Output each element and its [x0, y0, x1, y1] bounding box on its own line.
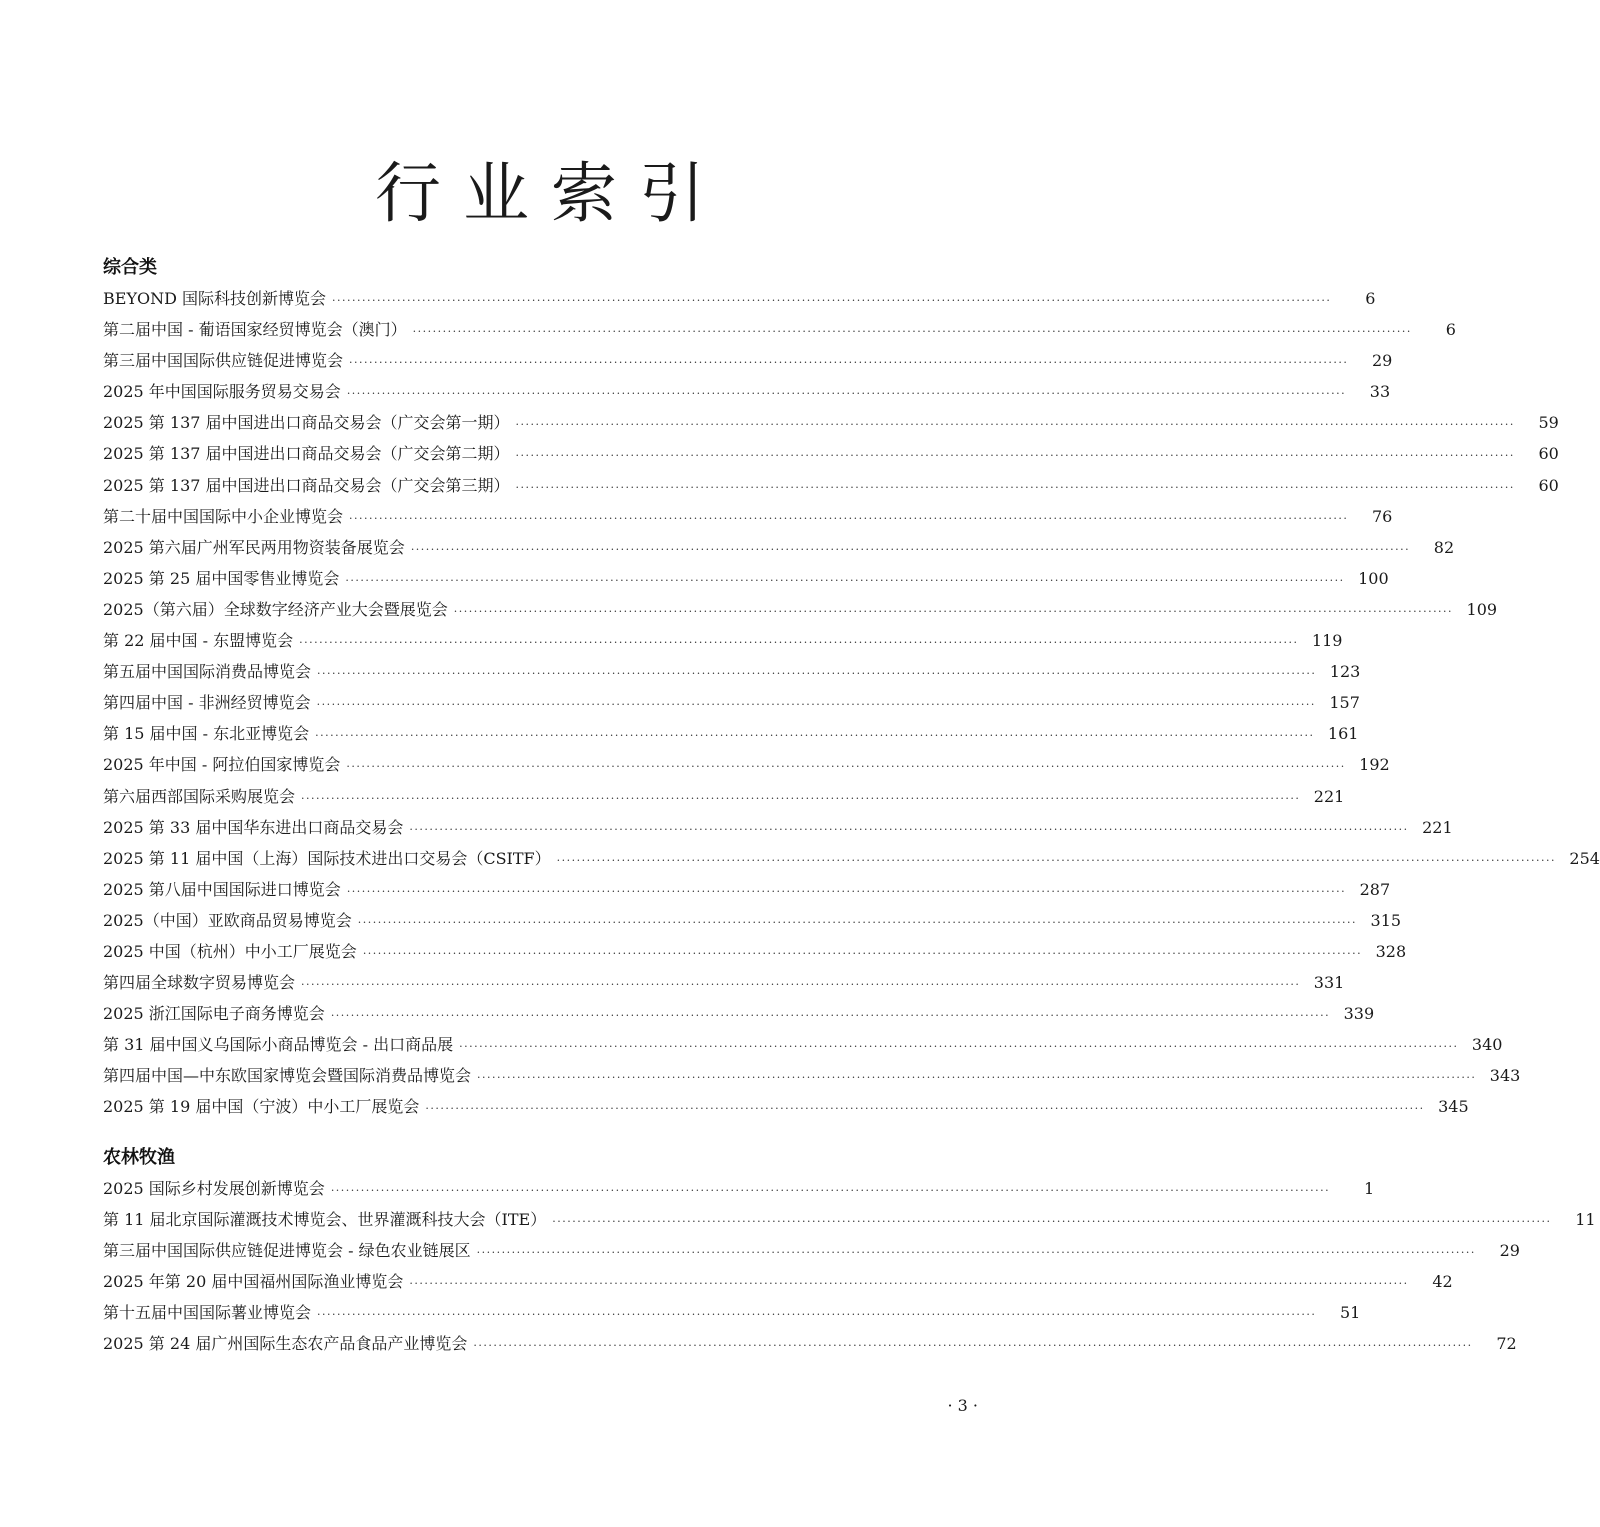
- entry-title: 2025 第 137 届中国进出口商品交易会（广交会第一期）: [103, 413, 510, 433]
- entry-page-number: 221: [1313, 786, 1345, 806]
- entry-page-number: 119: [1311, 631, 1343, 651]
- dot-leader: ········································································································································································································: [330, 1009, 1331, 1023]
- dot-leader: ········································································································································································································: [425, 1102, 1425, 1116]
- entry-title: 第 15 届中国 - 东北亚博览会: [103, 724, 310, 744]
- dot-leader: ········································································································································································································: [299, 636, 1299, 650]
- index-entry: [103, 843, 1600, 874]
- entry-page-number: 161: [1327, 724, 1359, 744]
- index-entry: [103, 1328, 1517, 1359]
- dot-leader: ········································································································································································································: [515, 418, 1515, 432]
- dot-leader: ········································································································································································································: [552, 1215, 1552, 1229]
- entry-page-number: 340: [1471, 1035, 1503, 1055]
- dot-leader: ········································································································································································································: [346, 387, 1347, 401]
- dot-leader: ········································································································································································································: [477, 1071, 1477, 1085]
- entry-page-number: 343: [1489, 1066, 1521, 1086]
- index-entry: [103, 438, 1559, 469]
- index-entry: [103, 874, 1391, 905]
- page-title: 行业索引: [375, 155, 727, 233]
- entry-page-number: 29: [1499, 1241, 1520, 1261]
- entry-title: 第 11 届北京国际灌溉技术博览会、世界灌溉科技大会（ITE）: [103, 1210, 547, 1230]
- dot-leader: ········································································································································································································: [301, 978, 1301, 992]
- entry-title: 第十五届中国国际薯业博览会: [103, 1303, 312, 1323]
- index-entry: [103, 376, 1391, 407]
- entry-page-number: 11: [1575, 1210, 1596, 1230]
- index-entry: [103, 594, 1498, 625]
- index-entry: [103, 625, 1343, 656]
- index-entry: [103, 407, 1559, 438]
- index-entry: [103, 563, 1389, 594]
- entry-title: 2025 第 24 届广州国际生态农产品食品产业博览会: [103, 1334, 468, 1354]
- dot-leader: ········································································································································································································: [332, 294, 1332, 307]
- index-entry: [103, 905, 1402, 936]
- entry-page-number: 331: [1313, 973, 1345, 993]
- entry-title: 2025 年第 20 届中国福州国际渔业博览会: [103, 1272, 404, 1292]
- index-entry: [103, 967, 1345, 998]
- dot-leader: ········································································································································································································: [349, 356, 1349, 370]
- entry-page-number: 29: [1371, 351, 1393, 371]
- entry-title: 2025 第 137 届中国进出口商品交易会（广交会第二期）: [103, 444, 510, 464]
- entry-page-number: 109: [1466, 599, 1498, 619]
- entry-page-number: 33: [1369, 382, 1391, 402]
- dot-leader: ········································································································································································································: [316, 698, 1316, 712]
- entry-page-number: 315: [1370, 910, 1402, 930]
- dot-leader: ········································································································································································································: [409, 1277, 1409, 1291]
- entry-page-number: 123: [1329, 662, 1361, 682]
- index-entry: [103, 470, 1559, 501]
- entry-title: 2025 中国（杭州）中小工厂展览会: [103, 941, 357, 961]
- entry-title: 第四届中国—中东欧国家博览会暨国际消费品博览会: [103, 1066, 472, 1086]
- dot-leader: ········································································································································································································: [476, 1246, 1476, 1260]
- dot-leader: ········································································································································································································: [515, 480, 1515, 494]
- dot-leader: ········································································································································································································: [556, 853, 1556, 867]
- index-entry: [103, 1297, 1361, 1328]
- entry-title: 第六届西部国际采购展览会: [103, 786, 296, 806]
- index-entry: [103, 1060, 1521, 1091]
- entry-page-number: 59: [1538, 413, 1559, 433]
- dot-leader: ········································································································································································································: [473, 1339, 1473, 1353]
- index-entry: [103, 718, 1359, 749]
- index-entry: [103, 1204, 1596, 1235]
- entry-title: 2025 年中国国际服务贸易交易会: [103, 382, 341, 402]
- dot-leader: ········································································································································································································: [357, 915, 1358, 929]
- page-number: · 3 ·: [947, 1396, 978, 1415]
- entry-page-number: 339: [1343, 1004, 1375, 1024]
- entry-title: 第 22 届中国 - 东盟博览会: [103, 631, 294, 651]
- entry-title: 第三届中国国际供应链促进博览会: [103, 351, 344, 371]
- entry-title: 2025 第六届广州军民两用物资装备展览会: [103, 537, 405, 557]
- entry-page-number: 51: [1339, 1303, 1361, 1323]
- entry-title: 2025 第 11 届中国（上海）国际技术进出口交易会（CSITF）: [103, 848, 551, 868]
- entry-list: [103, 1173, 1596, 1360]
- entry-title: 第二十届中国国际中小企业博览会: [103, 506, 344, 526]
- section-agriculture: [103, 1143, 1596, 1360]
- section-heading: 农林牧渔: [103, 1147, 175, 1168]
- dot-leader: ········································································································································································································: [345, 573, 1345, 587]
- index-entry: [103, 1173, 1375, 1204]
- entry-title: 2025 国际乡村发展创新博览会: [103, 1179, 325, 1198]
- entry-page-number: 82: [1433, 537, 1455, 557]
- index-entry: [103, 998, 1375, 1029]
- index-entry: [103, 749, 1390, 780]
- entry-title: 第四届中国 - 非洲经贸博览会: [103, 693, 311, 713]
- dot-leader: ········································································································································································································: [317, 1308, 1317, 1322]
- dot-leader: ········································································································································································································: [453, 604, 1454, 618]
- dot-leader: ········································································································································································································: [346, 760, 1346, 774]
- entry-title: 2025 第 33 届中国华东进出口商品交易会: [103, 817, 404, 837]
- entry-page-number: 6: [1445, 320, 1456, 340]
- entry-title: 2025（第六届）全球数字经济产业大会暨展览会: [103, 599, 448, 619]
- entry-page-number: 100: [1358, 568, 1389, 588]
- entry-title: 第五届中国国际消费品博览会: [103, 662, 312, 682]
- dot-leader: ········································································································································································································: [301, 791, 1301, 805]
- index-entry: [103, 1029, 1503, 1060]
- index-entry: [103, 781, 1345, 812]
- entry-title: 2025 第 137 届中国进出口商品交易会（广交会第三期）: [103, 475, 510, 495]
- entry-page-number: 42: [1432, 1272, 1453, 1292]
- index-entry: [103, 1266, 1453, 1297]
- index-entry: [103, 812, 1453, 843]
- entry-page-number: 60: [1538, 444, 1559, 464]
- index-entry: [103, 1091, 1469, 1122]
- index-entry: [103, 501, 1393, 532]
- entry-title: 2025 第八届中国国际进口博览会: [103, 879, 341, 899]
- dot-leader: ········································································································································································································: [412, 325, 1412, 339]
- dot-leader: ········································································································································································································: [346, 884, 1347, 898]
- index-entry: [103, 345, 1393, 376]
- entry-page-number: 60: [1538, 475, 1559, 495]
- section-comprehensive: [103, 253, 1600, 1123]
- entry-title: 第三届中国国际供应链促进博览会 - 绿色农业链展区: [103, 1241, 471, 1261]
- dot-leader: ········································································································································································································: [330, 1184, 1331, 1197]
- dot-leader: ········································································································································································································: [410, 542, 1411, 556]
- entry-page-number: 287: [1359, 879, 1391, 899]
- index-entry: [103, 283, 1376, 314]
- entry-page-number: 76: [1371, 506, 1393, 526]
- index-entry: [103, 1235, 1520, 1266]
- entry-title: 2025 第 19 届中国（宁波）中小工厂展览会: [103, 1097, 420, 1117]
- entry-page-number: 221: [1422, 817, 1453, 837]
- dot-leader: ········································································································································································································: [315, 729, 1315, 743]
- dot-leader: ········································································································································································································: [362, 946, 1363, 960]
- index-entry: [103, 532, 1455, 563]
- index-entry: [103, 936, 1407, 967]
- entry-title: 2025 年中国 - 阿拉伯国家博览会: [103, 755, 341, 775]
- entry-page-number: 6: [1365, 289, 1376, 308]
- entry-title: 2025 浙江国际电子商务博览会: [103, 1004, 325, 1024]
- entry-title: 第四届全球数字贸易博览会: [103, 973, 296, 993]
- entry-list: [103, 283, 1600, 1123]
- entry-page-number: 1: [1363, 1179, 1375, 1198]
- section-heading: 综合类: [103, 257, 157, 278]
- dot-leader: ········································································································································································································: [515, 449, 1515, 463]
- entry-page-number: 192: [1359, 755, 1390, 775]
- entry-title: 第二届中国 - 葡语国家经贸博览会（澳门）: [103, 320, 407, 340]
- dot-leader: ········································································································································································································: [459, 1040, 1459, 1054]
- index-entry: [103, 656, 1361, 687]
- dot-leader: ········································································································································································································: [409, 822, 1409, 836]
- entry-title: 第 31 届中国义乌国际小商品博览会 - 出口商品展: [103, 1035, 454, 1055]
- entry-title: 2025 第 25 届中国零售业博览会: [103, 568, 340, 588]
- entry-page-number: 328: [1375, 941, 1407, 961]
- entry-title: 2025（中国）亚欧商品贸易博览会: [103, 910, 352, 930]
- dot-leader: ········································································································································································································: [317, 667, 1317, 681]
- index-entry: [103, 687, 1360, 718]
- entry-page-number: 345: [1438, 1097, 1469, 1117]
- entry-page-number: 72: [1496, 1334, 1517, 1354]
- index-entry: [103, 314, 1456, 345]
- entry-title: BEYOND 国际科技创新博览会: [103, 289, 327, 308]
- entry-page-number: 157: [1329, 693, 1360, 713]
- dot-leader: ········································································································································································································: [349, 511, 1349, 525]
- entry-page-number: 254: [1569, 848, 1600, 868]
